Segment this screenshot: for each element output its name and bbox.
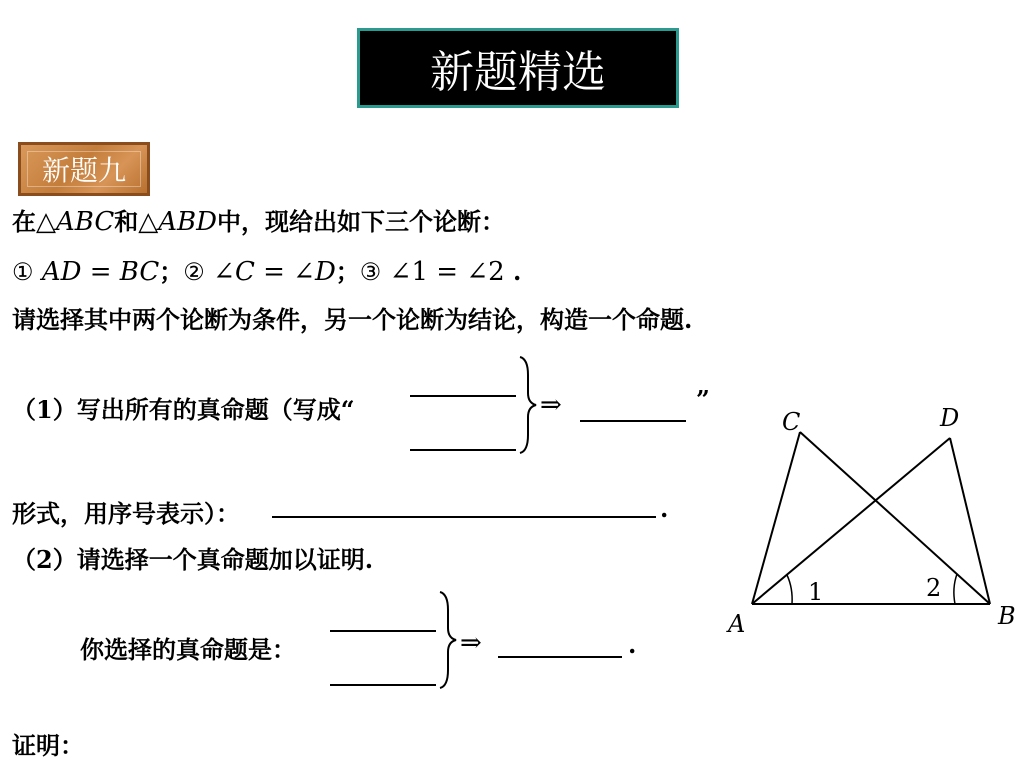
q1-brace-icon [512, 355, 542, 455]
label-angle-1: 1 [808, 578, 824, 606]
problem-badge [18, 142, 150, 196]
instruction-text: 请选择其中两个论断为条件，另一个论断为结论，构造一个命题. [12, 305, 693, 334]
q2-blank-condition-1[interactable] [330, 630, 436, 632]
q1-close-quote: ” [696, 385, 710, 414]
angle-2-arc [954, 574, 957, 604]
q1-answer-blank[interactable] [272, 516, 656, 518]
condition-2: ∠C = ∠D [213, 257, 336, 287]
q2-brace-icon [432, 590, 462, 690]
slide-title [357, 28, 679, 108]
q1-blank-condition-1[interactable] [410, 395, 516, 397]
triangle-abd: △ABD [138, 207, 217, 237]
q2-label: （2）请选择一个真命题加以证明. [12, 545, 374, 574]
badge-frame [27, 151, 141, 187]
label-c: C [782, 408, 801, 436]
segment-cb [800, 432, 990, 604]
label-d: D [940, 404, 960, 432]
label-a: A [728, 610, 746, 638]
q1-blank-conclusion[interactable] [580, 420, 686, 422]
segment-ad [752, 438, 950, 604]
q1-continuation: 形式，用序号表示）： [12, 499, 240, 528]
intro-line: 在△ABC和△ABD中，现给出如下三个论断： [12, 207, 505, 237]
q1-label: （1）写出所有的真命题（写成“ [12, 395, 355, 424]
q1-implies-icon: ⇒ [540, 390, 562, 420]
conditions-line: ① AD = BC；② ∠C = ∠D；③ ∠1 = ∠2 . [12, 257, 522, 287]
q2-blank-condition-2[interactable] [330, 684, 436, 686]
condition-3: ∠1 = ∠2 [389, 257, 505, 287]
q2-end-period: . [628, 630, 637, 659]
condition-1: AD = BC [41, 257, 160, 287]
slide-title-text: 新题精选 [430, 47, 606, 98]
triangle-abc: △ABC [36, 207, 115, 237]
angle-1-arc [787, 575, 792, 604]
q1-end-period: . [660, 494, 669, 523]
q2-implies-icon: ⇒ [460, 628, 482, 658]
q2-blank-conclusion[interactable] [498, 656, 622, 658]
geometry-figure [714, 392, 1024, 652]
proof-label: 证明： [12, 731, 84, 760]
label-angle-2: 2 [926, 574, 942, 602]
badge-text: 新题九 [41, 154, 126, 187]
segment-ac [752, 432, 800, 604]
q1-blank-condition-2[interactable] [410, 449, 516, 451]
label-b: B [998, 602, 1016, 630]
q2-your-choice-label: 你选择的真命题是： [80, 635, 296, 664]
